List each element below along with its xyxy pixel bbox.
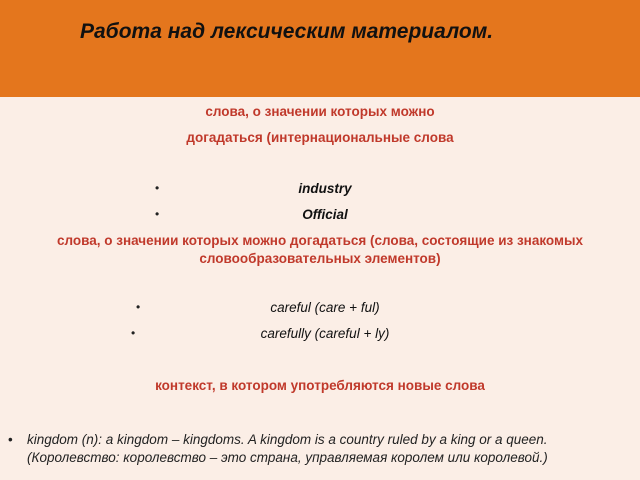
kingdom-line1: kingdom (n): a kingdom – kingdoms. A kingdom is a country ruled by a king or a queen. — [27, 432, 548, 447]
section1-line1: слова, о значении которых можно — [205, 104, 435, 119]
bullet-row-careful — [0, 300, 640, 318]
bullet-marker: • — [155, 181, 160, 195]
title-bar — [0, 0, 640, 97]
bullet-marker: • — [136, 300, 141, 314]
kingdom-text — [27, 431, 633, 467]
example-official: Official — [302, 207, 348, 222]
bullet-row-industry — [0, 181, 640, 199]
bullet-marker: • — [155, 207, 160, 221]
bullet-row-carefully — [0, 326, 640, 344]
bullet-marker: • — [8, 432, 13, 447]
section1-line2: догадаться (интернациональные слова — [186, 130, 454, 145]
bullet-marker: • — [131, 326, 136, 340]
example-industry: industry — [298, 181, 352, 196]
example-careful: careful (care + ful) — [270, 300, 380, 315]
section3-context: контекст, в котором употребляются новые слова — [155, 378, 485, 393]
example-carefully: carefully (careful + ly) — [260, 326, 390, 341]
bullet-row-official — [0, 207, 640, 225]
section2-line1: слова, о значении которых можно догадаться (слова, состоящие из знакомых — [56, 233, 584, 248]
kingdom-line2: (Королевство: королевство – это страна, управляемая королем или королевой.) — [27, 450, 548, 465]
section2-line2: словообразовательных элементов) — [199, 251, 441, 266]
slide-title: Работа над лексическим материалом. — [80, 20, 494, 43]
